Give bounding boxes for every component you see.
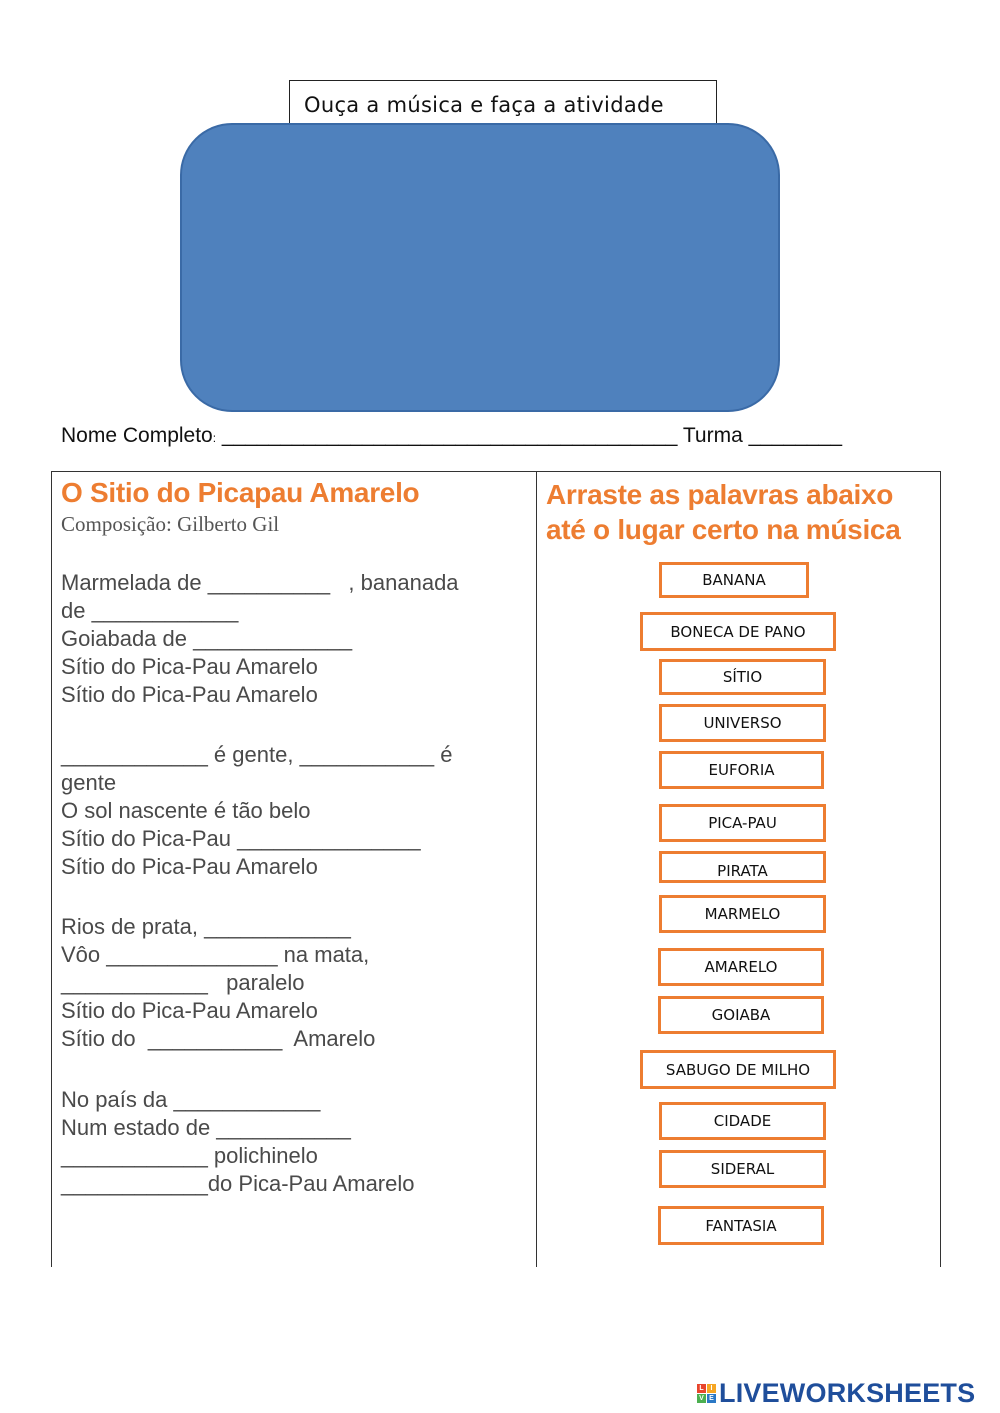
name-line (61, 424, 842, 448)
lyric-line: Rios de prata, ____________ (61, 914, 351, 939)
word-card-banana[interactable]: BANANA (659, 562, 809, 598)
instruction-text: Ouça a música e faça a atividade (304, 93, 664, 117)
word-card-sabugo-de-milho[interactable]: SABUGO DE MILHO (640, 1050, 836, 1089)
word-card-pirata[interactable]: PIRATA (659, 851, 826, 883)
word-card-amarelo[interactable]: AMARELO (658, 948, 824, 986)
word-card-euforia[interactable]: EUFORIA (659, 751, 824, 789)
class-label: Turma (677, 424, 743, 447)
word-card-pica-pau[interactable]: PICA-PAU (659, 804, 826, 842)
lyric-line: ____________ é gente, ___________ é (61, 742, 453, 767)
logo-mark-icon (697, 1384, 716, 1403)
logo-mark-letter: V (697, 1394, 706, 1403)
drag-instruction: Arraste as palavras abaixo até o lugar certo na música (546, 479, 901, 545)
lyric-line: ____________ paralelo (61, 970, 305, 995)
lyric-line: gente (61, 770, 117, 795)
lyric-line: Sítio do Pica-Pau Amarelo (61, 854, 318, 879)
lyric-line: No país da ____________ (61, 1087, 321, 1112)
instruction-box (289, 80, 717, 128)
liveworksheets-logo (697, 1378, 975, 1408)
word-card-fantasia[interactable]: FANTASIA (658, 1206, 824, 1245)
lyric-line: Sítio do Pica-Pau Amarelo (61, 682, 318, 707)
lyric-line: ____________ polichinelo (61, 1143, 318, 1168)
lyric-line: O sol nascente é tão belo (61, 798, 311, 823)
song-composer: Composição: Gilberto Gil (61, 512, 280, 536)
logo-mark-letter: I (707, 1384, 716, 1393)
word-card-sideral[interactable]: SIDERAL (659, 1150, 826, 1188)
word-card-goiaba[interactable]: GOIABA (658, 996, 824, 1034)
word-card-boneca-de-pano[interactable]: BONECA DE PANO (640, 612, 836, 651)
table-divider (536, 471, 537, 1267)
lyric-line: Marmelada de __________ , bananada (61, 570, 459, 595)
lyric-line: Vôo ______________ na mata, (61, 942, 370, 967)
word-card-universo[interactable]: UNIVERSO (659, 704, 826, 742)
name-blank[interactable]: _______________________________________ (216, 424, 678, 447)
logo-text: LIVEWORKSHEETS (719, 1377, 976, 1408)
word-card-marmelo[interactable]: MARMELO (659, 895, 826, 933)
lyric-line: de ____________ (61, 598, 239, 623)
word-card-sitio[interactable]: SÍTIO (659, 659, 826, 695)
word-card-cidade[interactable]: CIDADE (659, 1102, 826, 1140)
lyric-line: Sítio do ___________ Amarelo (61, 1026, 376, 1051)
lyric-line: Sítio do Pica-Pau Amarelo (61, 998, 318, 1023)
name-label: Nome Completo (61, 424, 213, 447)
logo-mark-letter: L (697, 1384, 706, 1393)
lyric-line: Num estado de ___________ (61, 1115, 351, 1140)
lyric-line: Sítio do Pica-Pau Amarelo (61, 654, 318, 679)
lyric-line: ____________do Pica-Pau Amarelo (61, 1171, 415, 1196)
class-blank[interactable]: ________ (742, 424, 843, 447)
logo-mark-letter: E (707, 1394, 716, 1403)
name-colon: : (212, 431, 217, 445)
song-title: O Sitio do Picapau Amarelo (61, 477, 420, 508)
media-placeholder[interactable] (180, 123, 780, 412)
lyric-line: Goiabada de _____________ (61, 626, 353, 651)
lyric-line: Sítio do Pica-Pau _______________ (61, 826, 421, 851)
